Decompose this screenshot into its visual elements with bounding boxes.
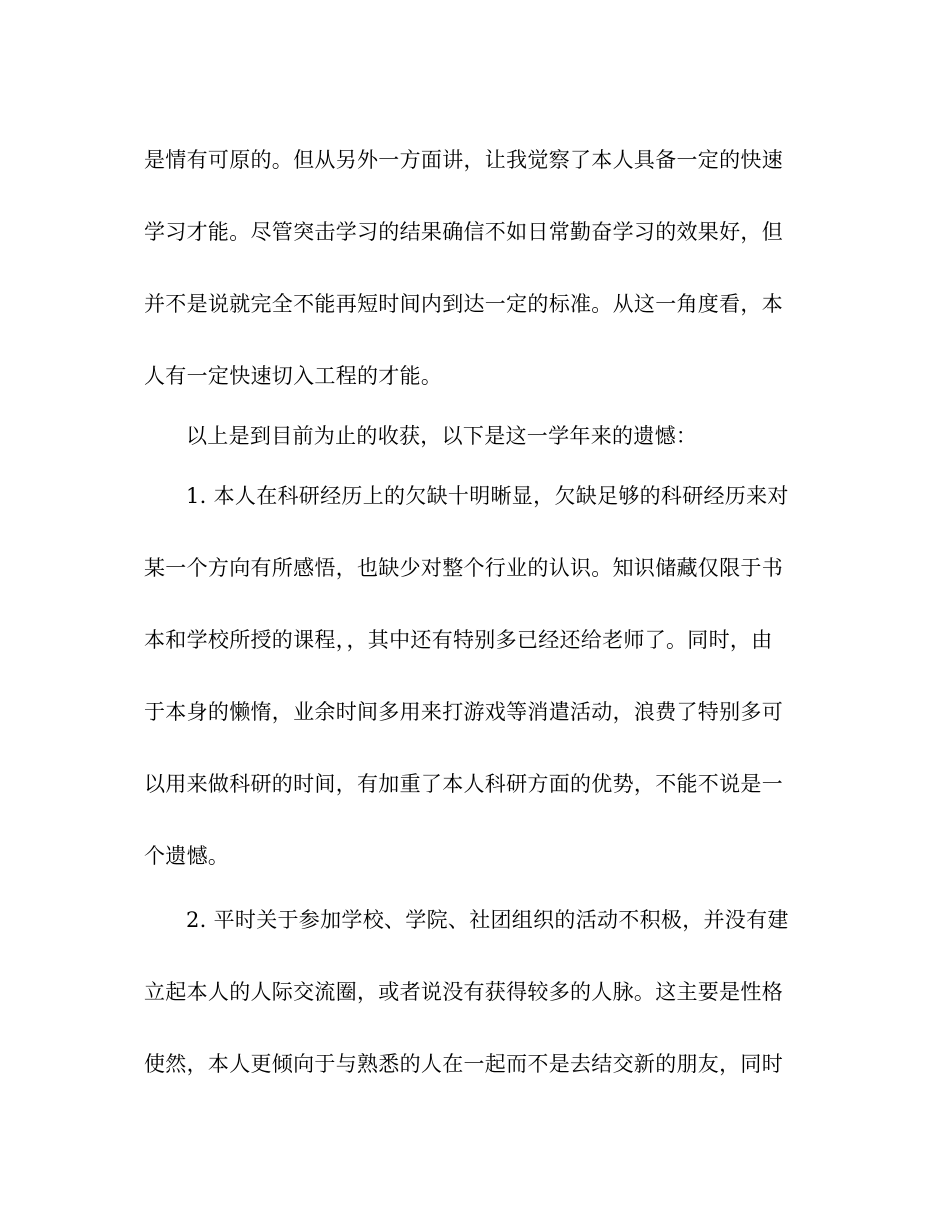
text-line: 人有一定快速切入工程的才能。 <box>144 364 443 388</box>
text-line: 使然，本人更倾向于与熟悉的人在一起而不是去结交新的朋友，同时 <box>144 1052 783 1076</box>
text-line: 学习才能。尽管突击学习的结果确信不如日常勤奋学习的效果好，但 <box>144 220 783 244</box>
text-line: 立起本人的人际交流圈，或者说没有获得较多的人脉。这主要是性格 <box>144 980 783 1004</box>
text-line: 本和学校所授的课程，，其中还有特别多已经还给老师了。同时，由 <box>144 628 773 652</box>
text-line: 某一个方向有所感悟，也缺少对整个行业的认识。知识储藏仅限于书 <box>144 556 783 580</box>
text-line: 是情有可原的。但从另外一方面讲，让我觉察了本人具备一定的快速 <box>144 148 783 172</box>
text-line: 并不是说就完全不能再短时间内到达一定的标准。从这一角度看，本 <box>144 292 783 316</box>
numbered-item-2-start: 2. 平时关于参加学校、学院、社团组织的活动不积极，并没有建 <box>186 908 789 932</box>
text-line: 于本身的懒惰，业余时间多用来打游戏等消遣活动，浪费了特别多可 <box>144 700 783 724</box>
text-line: 个遗憾。 <box>144 844 230 868</box>
text-line: 以用来做科研的时间，有加重了本人科研方面的优势，不能不说是一 <box>144 772 783 796</box>
numbered-item-1-start: 1. 本人在科研经历上的欠缺十明晰显，欠缺足够的科研经历来对 <box>186 484 789 508</box>
text-line: 以上是到目前为止的收获，以下是这一学年来的遗憾： <box>186 424 698 448</box>
